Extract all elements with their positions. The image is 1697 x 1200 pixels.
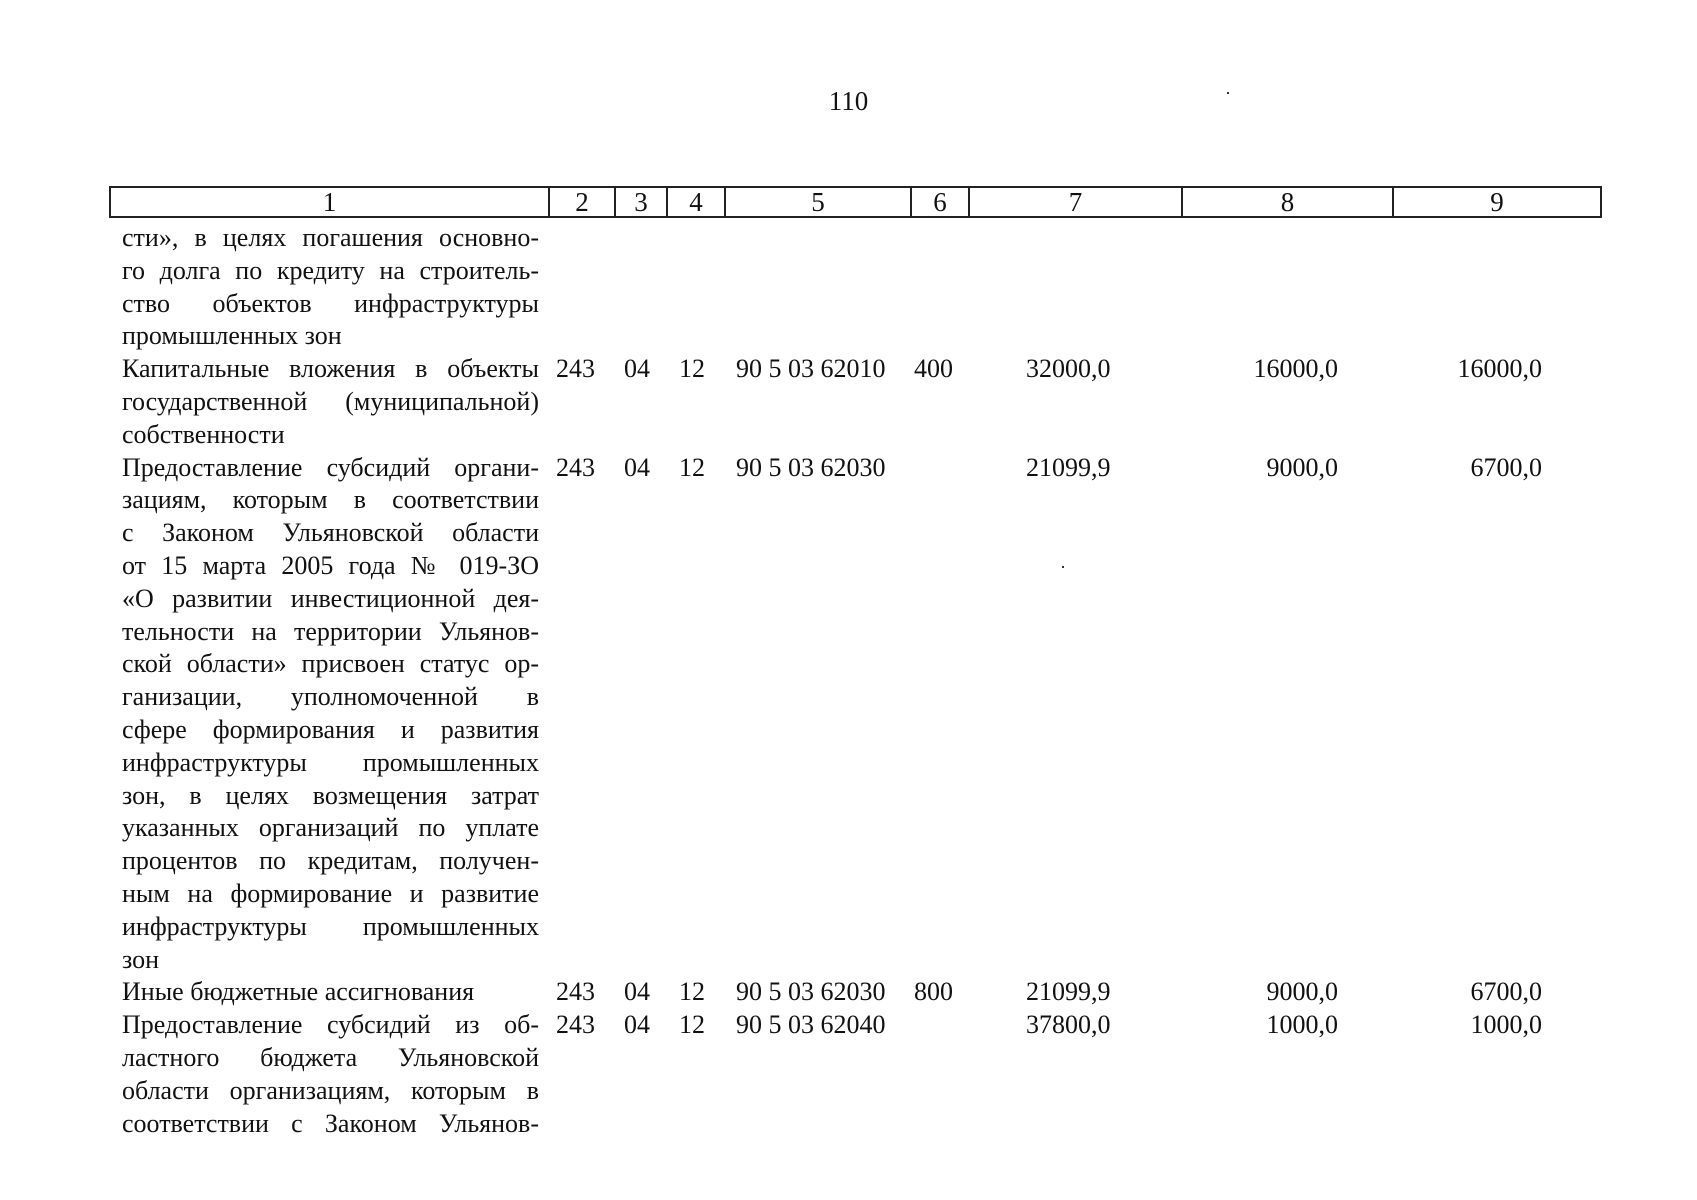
- column-header-4: 4: [667, 187, 725, 217]
- item-description: сти», в целях погашения основно-: [122, 223, 539, 252]
- table-row-line: [0, 780, 1697, 813]
- column-header-3: 3: [615, 187, 667, 217]
- table-row-line: [0, 747, 1697, 780]
- ministry-code: 243: [556, 452, 595, 482]
- item-description: промышленных зон: [122, 321, 342, 351]
- section-code: 04: [624, 452, 650, 482]
- table-row-line: [0, 944, 1697, 977]
- item-description: ным на формирование и развитие: [122, 878, 539, 908]
- target-article-code: 90 5 03 62030: [736, 977, 886, 1007]
- table-row-line: [0, 353, 1697, 386]
- amount-year-1: 37800,0: [1026, 1010, 1111, 1040]
- column-header-6: 6: [911, 187, 969, 217]
- scan-speck: [1227, 92, 1229, 94]
- amount-year-3: 6700,0: [1470, 452, 1542, 482]
- ministry-code: 243: [556, 354, 595, 384]
- section-code: 04: [624, 354, 650, 384]
- column-header-1: 1: [110, 187, 549, 217]
- column-header-table: [109, 186, 1602, 218]
- table-row-line: [0, 386, 1697, 419]
- expense-type-code: 800: [914, 977, 953, 1007]
- table-row-line: [0, 517, 1697, 550]
- item-description: «О развитии инвестиционной дея-: [122, 583, 539, 613]
- item-description: Иные бюджетные ассигнования: [122, 977, 475, 1007]
- subsection-code: 12: [679, 452, 705, 482]
- table-row-line: [0, 222, 1697, 255]
- table-row-line: [0, 1075, 1697, 1108]
- table-row-line: [0, 288, 1697, 321]
- item-description: Предоставление субсидий из об-: [122, 1010, 539, 1040]
- amount-year-3: 6700,0: [1470, 977, 1542, 1007]
- item-description: Капитальные вложения в объекты: [122, 354, 539, 384]
- amount-year-3: 1000,0: [1470, 1010, 1542, 1040]
- column-header-row: [110, 187, 1601, 217]
- item-description: ластного бюджета Ульяновской: [122, 1042, 539, 1072]
- expense-type-code: 400: [914, 354, 953, 384]
- table-row-line: [0, 845, 1697, 878]
- item-description: ство объектов инфраструктуры: [122, 288, 539, 318]
- item-description: государственной (муниципальной): [122, 386, 539, 416]
- item-description: Предоставление субсидий органи-: [122, 452, 539, 482]
- item-description: зон: [122, 944, 160, 974]
- item-description: тельности на территории Ульянов-: [122, 616, 539, 646]
- item-description: области организациям, которым в: [122, 1075, 539, 1105]
- table-row-line: [0, 976, 1697, 1009]
- column-header-9: 9: [1393, 187, 1601, 217]
- amount-year-1: 21099,9: [1026, 977, 1111, 1007]
- column-header-7: 7: [969, 187, 1182, 217]
- table-row-line: [0, 452, 1697, 485]
- item-description: указанных организаций по уплате: [122, 813, 539, 843]
- column-header-2: 2: [549, 187, 615, 217]
- table-row-line: [0, 681, 1697, 714]
- subsection-code: 12: [679, 354, 705, 384]
- item-description: ской области» присвоен статус ор-: [122, 649, 539, 679]
- section-code: 04: [624, 1010, 650, 1040]
- target-article-code: 90 5 03 62010: [736, 354, 886, 384]
- item-description: соответствии с Законом Ульянов-: [122, 1108, 539, 1138]
- amount-year-2: 16000,0: [1253, 354, 1338, 384]
- table-row-line: [0, 616, 1697, 649]
- item-description: с Законом Ульяновской области: [122, 518, 539, 548]
- table-row-line: [0, 255, 1697, 288]
- item-description: процентов по кредитам, получен-: [122, 846, 539, 876]
- amount-year-2: 1000,0: [1266, 1010, 1338, 1040]
- page-number: 110: [828, 86, 869, 116]
- item-description: собственности: [122, 419, 285, 449]
- item-description: ганизации, уполномоченной в: [122, 682, 539, 712]
- target-article-code: 90 5 03 62030: [736, 452, 886, 482]
- amount-year-3: 16000,0: [1457, 354, 1542, 384]
- section-code: 04: [624, 977, 650, 1007]
- ministry-code: 243: [556, 1010, 595, 1040]
- ministry-code: 243: [556, 977, 595, 1007]
- item-description: от 15 марта 2005 года № 019-ЗО: [122, 550, 539, 580]
- table-row-line: [0, 1009, 1697, 1042]
- column-header-5: 5: [725, 187, 911, 217]
- target-article-code: 90 5 03 62040: [736, 1010, 886, 1040]
- item-description: зациям, которым в соответствии: [122, 485, 539, 515]
- budget-table-body: [0, 222, 1697, 1140]
- item-description: инфраструктуры промышленных: [122, 747, 539, 777]
- table-row-line: [0, 911, 1697, 944]
- item-description: инфраструктуры промышленных: [122, 911, 539, 941]
- table-row-line: [0, 1108, 1697, 1141]
- table-row-line: [0, 648, 1697, 681]
- table-row-line: [0, 878, 1697, 911]
- table-row-line: [0, 550, 1697, 583]
- amount-year-1: 32000,0: [1026, 354, 1111, 384]
- amount-year-1: 21099,9: [1026, 452, 1111, 482]
- subsection-code: 12: [679, 1010, 705, 1040]
- amount-year-2: 9000,0: [1266, 452, 1338, 482]
- item-description: зон, в целях возмещения затрат: [122, 780, 539, 810]
- column-header-8: 8: [1182, 187, 1393, 217]
- table-row-line: [0, 583, 1697, 616]
- item-description: сфере формирования и развития: [122, 714, 539, 744]
- table-row-line: [0, 419, 1697, 452]
- amount-year-2: 9000,0: [1266, 977, 1338, 1007]
- table-row-line: [0, 484, 1697, 517]
- item-description: го долга по кредиту на строитель-: [122, 255, 539, 285]
- table-row-line: [0, 714, 1697, 747]
- table-row-line: [0, 320, 1697, 353]
- subsection-code: 12: [679, 977, 705, 1007]
- table-row-line: [0, 812, 1697, 845]
- table-row-line: [0, 1042, 1697, 1075]
